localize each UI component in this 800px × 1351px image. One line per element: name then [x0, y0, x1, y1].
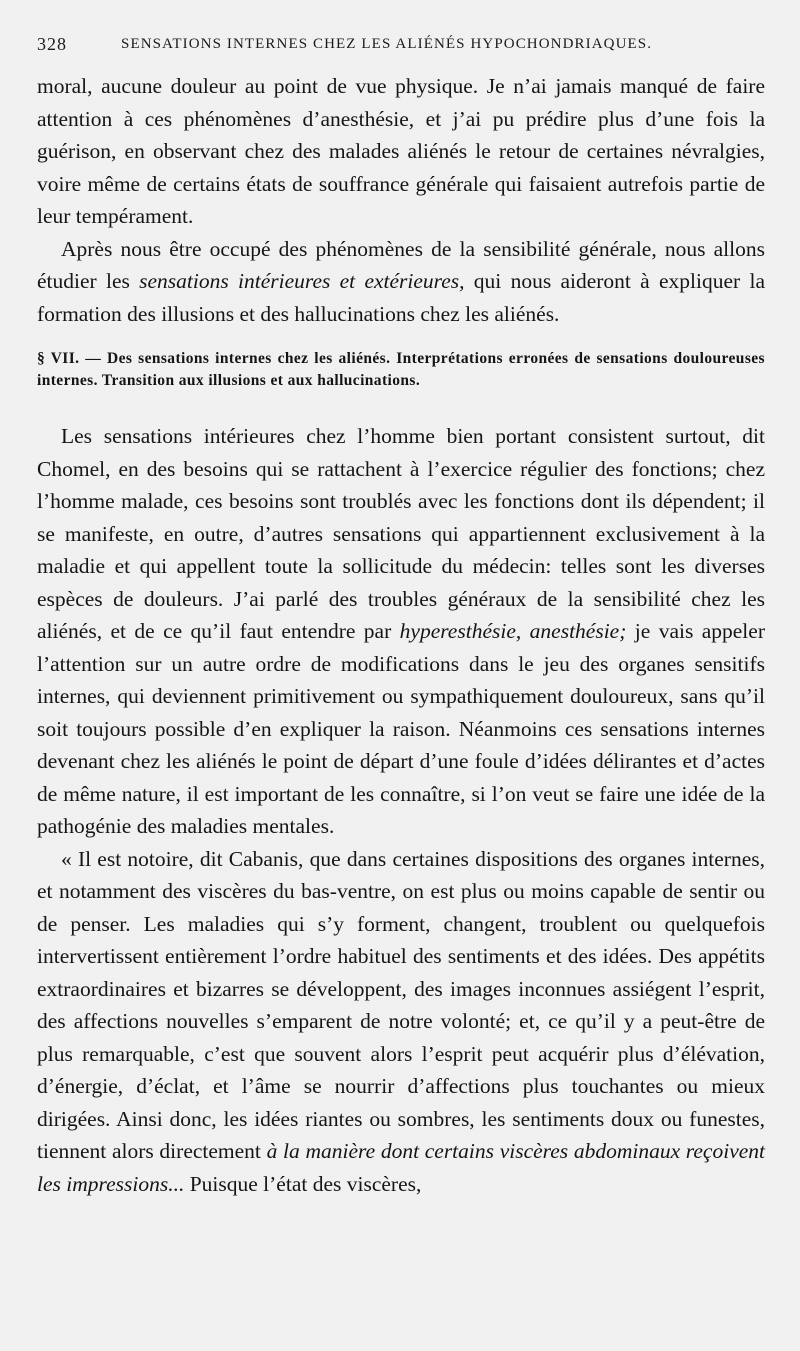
paragraph-3-emphasis-1: hyperesthésie — [399, 619, 516, 643]
paragraph-4-emphasis: à la manière dont certains viscères abdominaux reçoivent les impressions... — [37, 1139, 765, 1196]
paragraph-4-text-start: « Il est notoire, dit Cabanis, que dans certaines dispositions des organes internes, et notamment des viscères du bas-ventre, on est plus ou moins capable de sentir ou de penser. Les maladies qui s’y forment, changent, troublent ou quelquefois intervertissent entièrement l’ordre habituel des sentiments et des idées. Des appétits extraordinaires et bizarres se développent, des images inconnues assiégent l’esprit, des affections nouvelles s’emparent de notre volonté; et, ce qu’il y a peut-être de plus remarquable, c’est que souvent alors l’esprit peut acquérir plus d’élévation, d’énergie, d’éclat, et l’âme se nourrir d’affections plus touchantes ou mieux dirigées. Ainsi donc, les idées riantes ou sombres, les sentiments doux ou funestes, tiennent alors directement — [37, 846, 765, 1163]
paragraph-3-separator: , — [515, 619, 530, 643]
paragraph-2-emphasis: sensations intérieures et extérieures, — [139, 269, 465, 293]
body-text — [37, 70, 765, 1200]
section-number: § VII. — [37, 350, 80, 367]
paragraph-3 — [37, 420, 765, 843]
paragraph-3-text-end: je vais appeler l’attention sur un autre ordre de modifications dans le jeu des organes sensitifs internes, qui deviennent primitivement ou sympathiquement douloureux, sans qu’il soit toujours possible d’en expliquer la raison. Néanmoins ces sensations internes devenant chez les aliénés le point de départ d’une foule d’idées délirantes et d’actes de même nature, il est important de les connaître, si l’on veut se faire une idée de la pathogénie des maladies mentales. — [37, 619, 765, 838]
paragraph-1-text: moral, aucune douleur au point de vue physique. Je n’ai jamais manqué de faire attention à ces phénomènes d’anesthésie, et j’ai pu prédire plus d’une fois la guérison, en observant chez des malades aliénés le retour de certaines névralgies, voire même de certains états de souffrance générale qui faisaient autrefois partie de leur tempérament. — [37, 74, 765, 228]
page-header — [37, 34, 760, 58]
section-title: — Des sensations internes chez les aliénés. Interprétations erronées de sensations douloureuses internes. Transition aux illusions et aux hallucinations. — [37, 350, 765, 389]
page-number: 328 — [37, 34, 67, 54]
paragraph-2-text-end: qui nous aideront à expliquer la formation des illusions et des hallucinations chez les aliénés. — [37, 269, 765, 326]
running-title: SENSATIONS INTERNES CHEZ LES ALIÉNÉS HYPOCHONDRIAQUES. — [121, 36, 653, 52]
paragraph-2 — [37, 233, 765, 331]
paragraph-4-text-end: Puisque l’état des viscères, — [184, 1171, 422, 1196]
paragraph-1 — [37, 70, 765, 233]
paragraph-2-text-start: Après nous être occupé des phénomènes de la sensibilité générale, nous allons étudier les — [37, 236, 765, 293]
paragraph-3-emphasis-2: anesthésie; — [529, 619, 627, 643]
paragraph-4 — [37, 843, 765, 1201]
section-heading — [37, 348, 765, 392]
paragraph-3-text-start: Les sensations intérieures chez l’homme bien portant consistent surtout, dit Chomel, en des besoins qui se rattachent à l’exercice régulier des fonctions; chez l’homme malade, ces besoins sont troublés avec les fonctions dont ils dépendent; il se manifeste, en outre, d’autres sensations qui appartiennent exclusivement à la maladie et qui appellent toute la sollicitude du médecin: telles sont les diverses espèces de douleurs. J’ai parlé des troubles généraux de la sensibilité chez les aliénés, et de ce qu’il faut entendre par — [37, 424, 765, 643]
